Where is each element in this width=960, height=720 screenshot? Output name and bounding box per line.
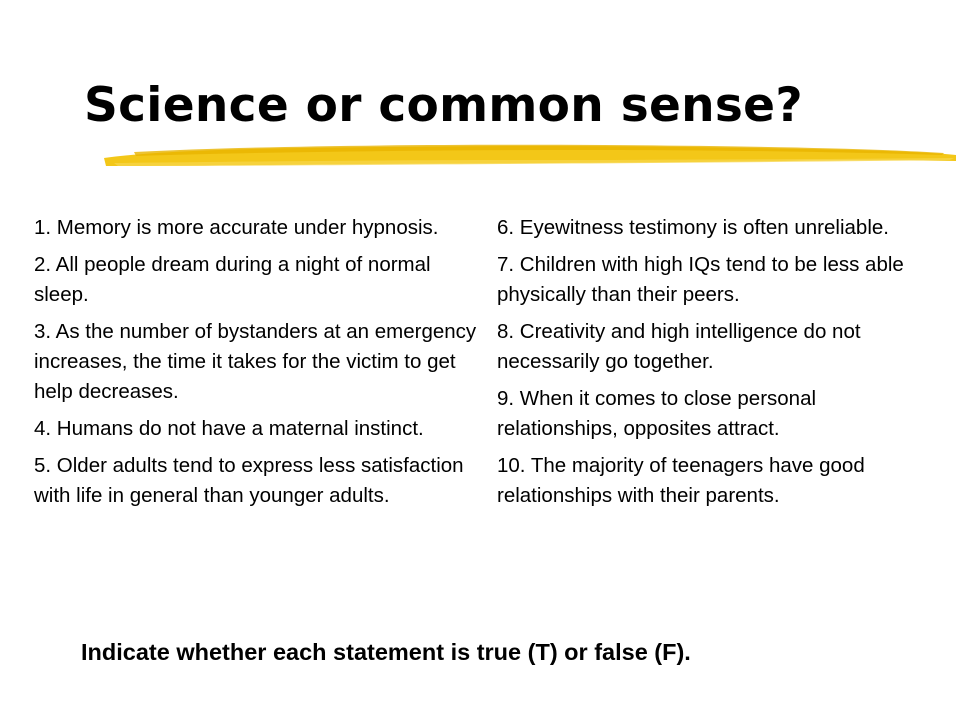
statement-4: 4. Humans do not have a maternal instinct.: [34, 417, 424, 440]
statement-8: 8. Creativity and high intelligence do not necessarily go together.: [497, 320, 861, 373]
statement-3: 3. As the number of bystanders at an emergency increases, the time it takes for the victim to get help decreases.: [34, 320, 477, 403]
statement-2: 2. All people dream during a night of normal sleep.: [34, 253, 431, 306]
statement-7: 7. Children with high IQs tend to be less able physically than their peers.: [497, 253, 904, 306]
statement-10: 10. The majority of teenagers have good relationships with their parents.: [497, 454, 865, 507]
title-underline-brushstroke: [104, 136, 956, 170]
statement-5: 5. Older adults tend to express less satisfaction with life in general than younger adults.: [34, 454, 464, 507]
statement-6: 6. Eyewitness testimony is often unreliable.: [497, 216, 889, 239]
statement-9: 9. When it comes to close personal relationships, opposites attract.: [497, 387, 817, 440]
statement-column-right: [497, 213, 937, 518]
instruction-text: Indicate whether each statement is true (T) or false (F).: [81, 639, 691, 665]
statement-column-left: [34, 213, 478, 518]
statement-1: 1. Memory is more accurate under hypnosis.: [34, 216, 439, 239]
slide-title: Science or common sense?: [84, 78, 803, 133]
